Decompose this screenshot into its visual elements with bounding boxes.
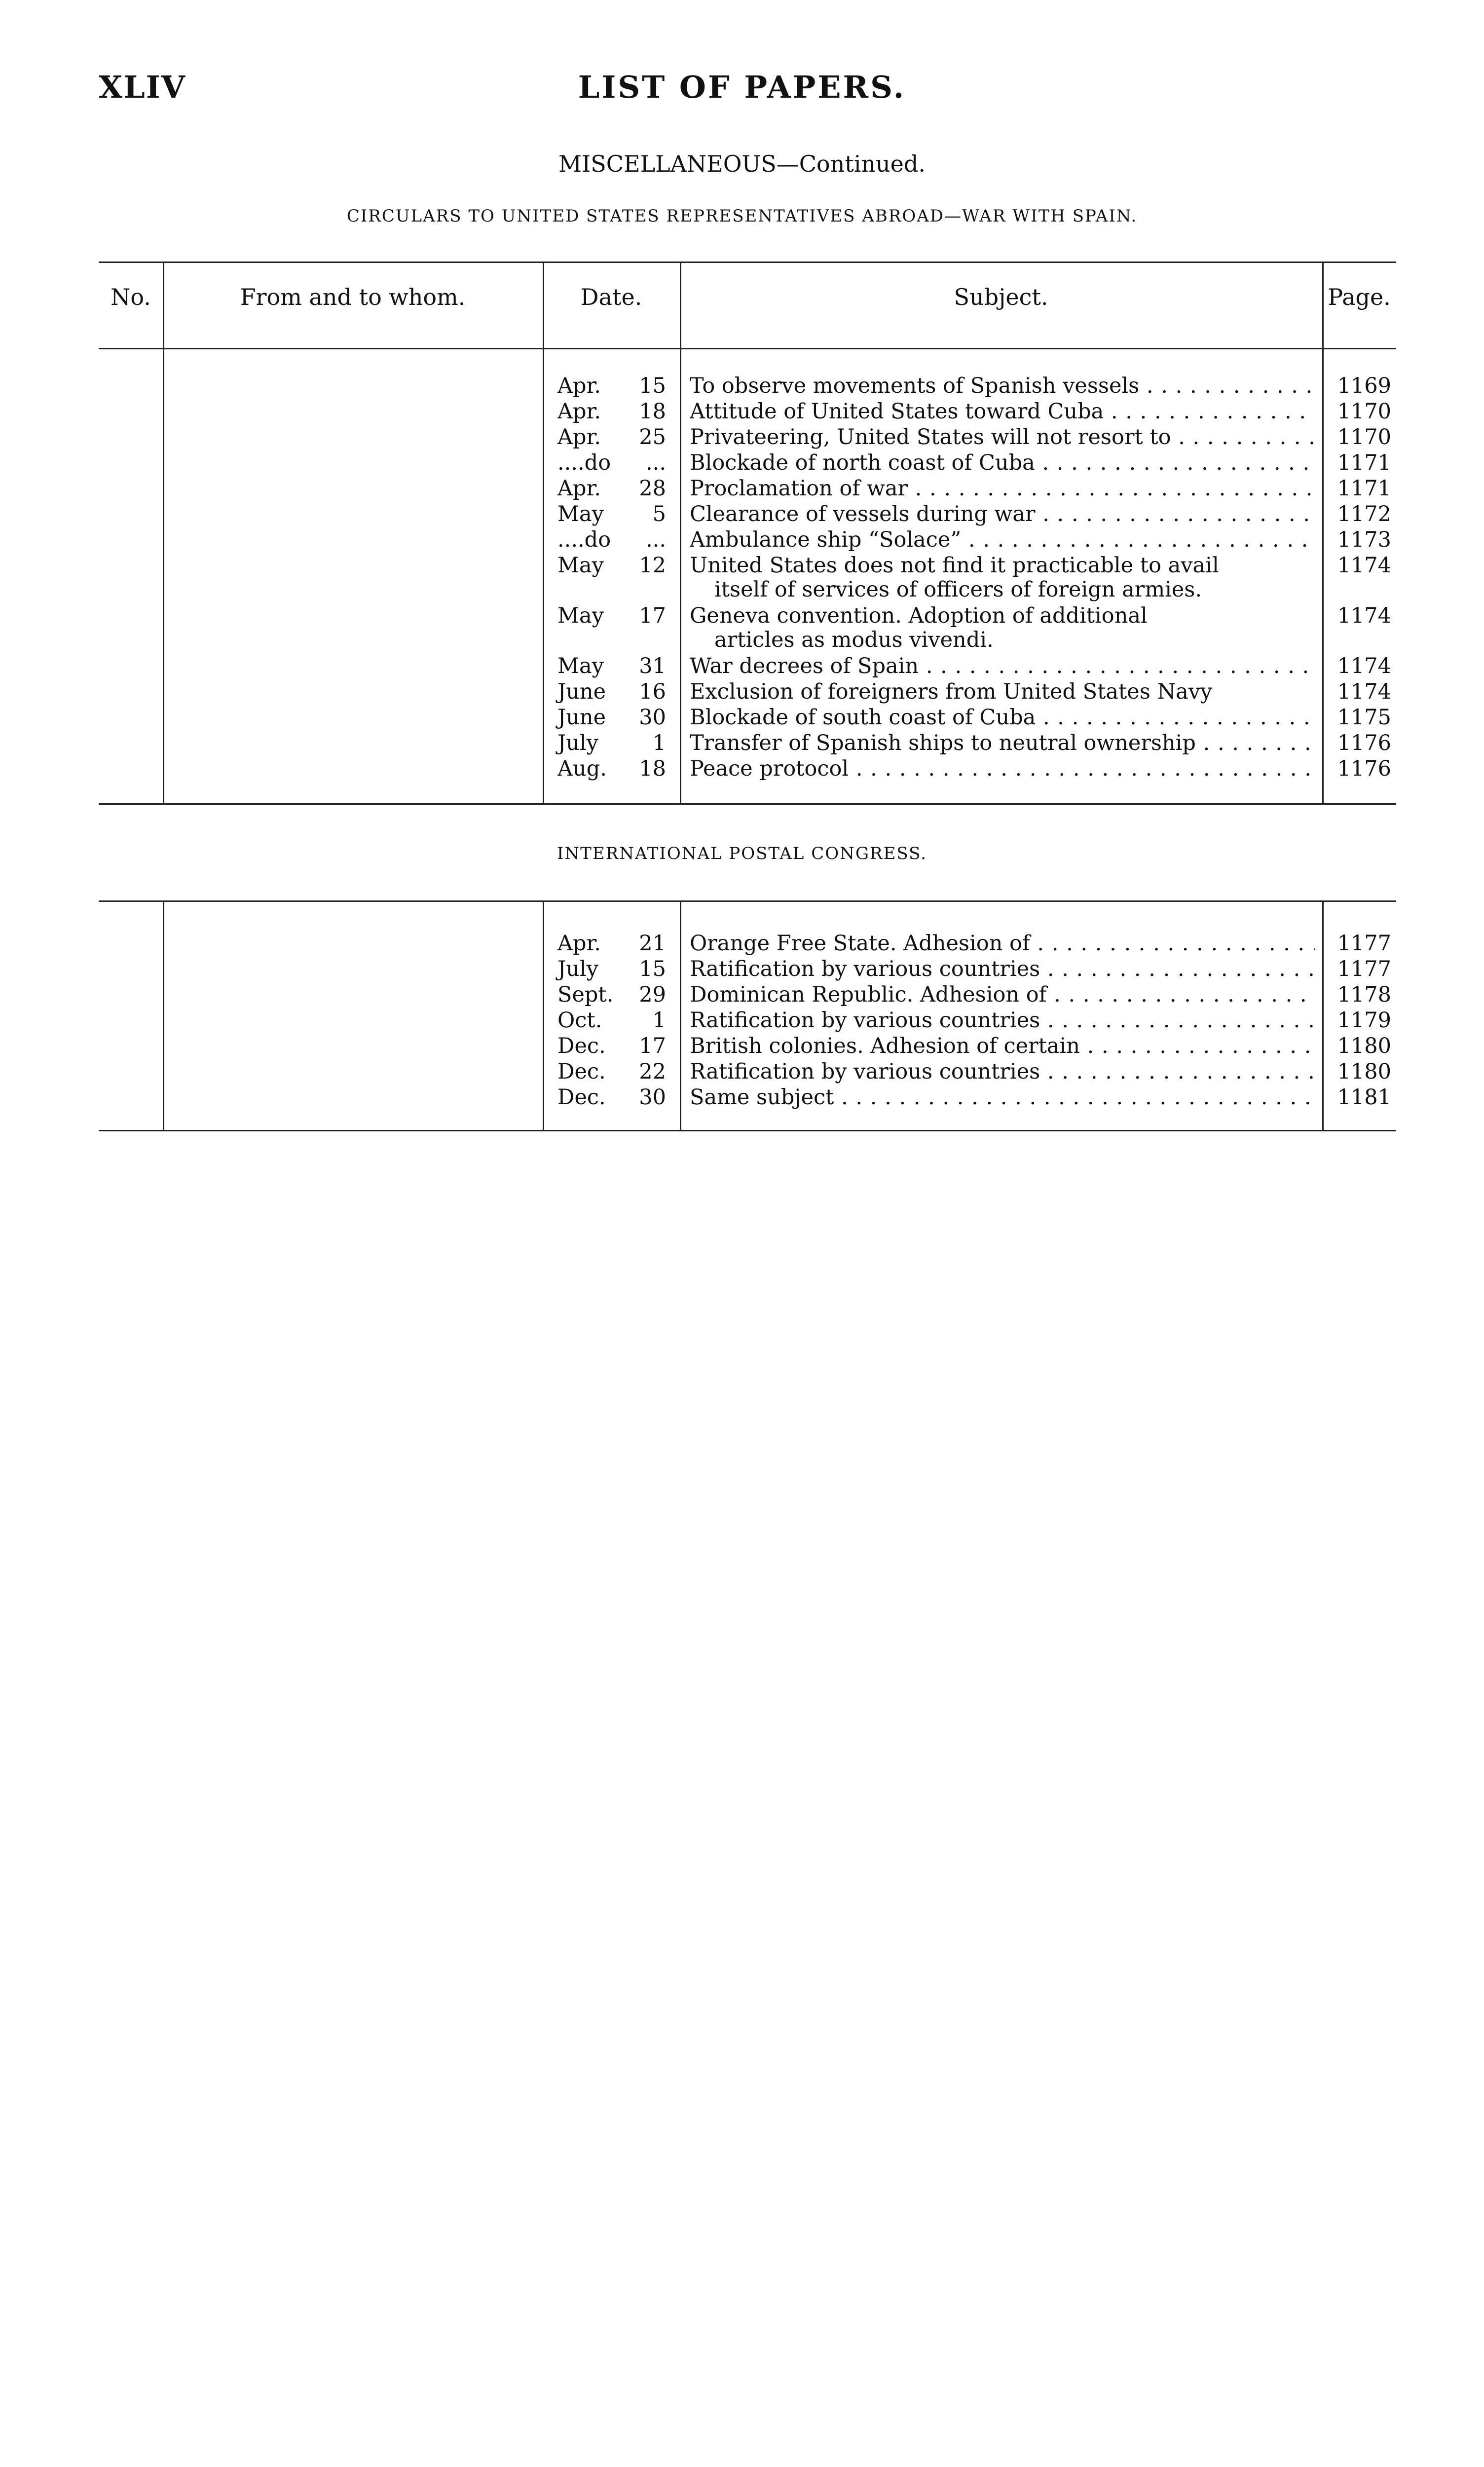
column-header-no: No. bbox=[111, 284, 151, 310]
page-cell: 1180 bbox=[1337, 1034, 1391, 1058]
page-cell: 1169 bbox=[1337, 374, 1391, 398]
page-cell: 1174 bbox=[1337, 603, 1391, 628]
table1-col-rule-4 bbox=[1322, 262, 1324, 803]
table1-col-rule-2 bbox=[543, 262, 544, 803]
page-cell: 1174 bbox=[1337, 679, 1391, 704]
table1-col-rule-3 bbox=[680, 262, 681, 803]
section-title: MISCELLANEOUS—Continued. bbox=[558, 150, 926, 177]
subject-cell: Same subject . . . bbox=[690, 1084, 1315, 1110]
subject-cell: United States does not find it practicable to avail bbox=[690, 553, 1219, 578]
subject-cell: Geneva convention. Adoption of additional bbox=[690, 603, 1148, 628]
page-cell: 1179 bbox=[1337, 1008, 1391, 1033]
column-header-date: Date. bbox=[580, 284, 642, 310]
subject-cell: Peace protocol . . . bbox=[690, 756, 1315, 782]
column-header-page: Page. bbox=[1328, 284, 1391, 310]
page-cell: 1177 bbox=[1337, 957, 1391, 981]
subject-cell: Exclusion of foreigners from United States Navy bbox=[690, 679, 1213, 704]
column-header-from-to: From and to whom. bbox=[240, 284, 466, 310]
subject-cell: Proclamation of war . . . bbox=[690, 476, 1315, 501]
page-cell: 1180 bbox=[1337, 1059, 1391, 1084]
subject-cell: Ambulance ship “Solace” . . . bbox=[690, 527, 1315, 553]
subject-cell: Blockade of north coast of Cuba . . . bbox=[690, 450, 1315, 476]
table2-title: INTERNATIONAL POSTAL CONGRESS. bbox=[557, 844, 927, 863]
subject-cell: To observe movements of Spanish vessels . . . bbox=[690, 373, 1315, 399]
subject-cell: British colonies. Adhesion of certain . . . bbox=[690, 1033, 1315, 1059]
page-cell: 1176 bbox=[1337, 731, 1391, 755]
subject-cell: Attitude of United States toward Cuba . . . bbox=[690, 399, 1315, 424]
subject-cell: Ratification by various countries . . . bbox=[690, 956, 1315, 982]
table1-bottom-rule bbox=[99, 803, 1396, 805]
subject-continuation: itself of services of officers of foreign armies. bbox=[714, 577, 1202, 602]
page-cell: 1174 bbox=[1337, 654, 1391, 678]
subject-cell: Dominican Republic. Adhesion of . . . bbox=[690, 982, 1315, 1008]
subject-cell: Orange Free State. Adhesion of . . . bbox=[690, 931, 1315, 956]
subject-cell: Privateering, United States will not resort to . . . bbox=[690, 424, 1315, 450]
page-cell: 1173 bbox=[1337, 527, 1391, 552]
page-number: XLIV bbox=[99, 69, 186, 105]
subject-cell: Clearance of vessels during war . . . bbox=[690, 501, 1315, 527]
page-cell: 1174 bbox=[1337, 553, 1391, 578]
subject-cell: War decrees of Spain . . . bbox=[690, 653, 1315, 679]
subject-continuation: articles as modus vivendi. bbox=[714, 628, 994, 652]
page-cell: 1175 bbox=[1337, 705, 1391, 730]
table1-title: CIRCULARS TO UNITED STATES REPRESENTATIVES ABROAD—WAR WITH SPAIN. bbox=[346, 206, 1138, 226]
page-cell: 1170 bbox=[1337, 399, 1391, 424]
table1-col-rule-1 bbox=[163, 262, 164, 803]
page-cell: 1171 bbox=[1337, 450, 1391, 475]
table2-col-rule-4 bbox=[1322, 901, 1324, 1130]
page-cell: 1178 bbox=[1337, 982, 1391, 1007]
subject-cell: Blockade of south coast of Cuba . . . bbox=[690, 705, 1315, 730]
running-head: LIST OF PAPERS. bbox=[578, 69, 906, 105]
table1-header-rule bbox=[99, 348, 1396, 349]
subject-cell: Ratification by various countries . . . bbox=[690, 1059, 1315, 1084]
subject-cell: Ratification by various countries . . . bbox=[690, 1008, 1315, 1033]
page-cell: 1171 bbox=[1337, 476, 1391, 501]
table2-col-rule-3 bbox=[680, 901, 681, 1130]
table2-col-rule-1 bbox=[163, 901, 164, 1130]
column-header-subject: Subject. bbox=[954, 284, 1048, 310]
table2-bottom-rule bbox=[99, 1130, 1396, 1131]
page-cell: 1172 bbox=[1337, 502, 1391, 526]
table2-col-rule-2 bbox=[543, 901, 544, 1130]
table2-top-rule bbox=[99, 900, 1396, 902]
subject-cell: Transfer of Spanish ships to neutral ownership . . . bbox=[690, 730, 1315, 756]
table1-top-rule bbox=[99, 262, 1396, 263]
page-cell: 1177 bbox=[1337, 931, 1391, 956]
page-cell: 1181 bbox=[1337, 1085, 1391, 1110]
page-cell: 1170 bbox=[1337, 425, 1391, 449]
page-cell: 1176 bbox=[1337, 756, 1391, 781]
